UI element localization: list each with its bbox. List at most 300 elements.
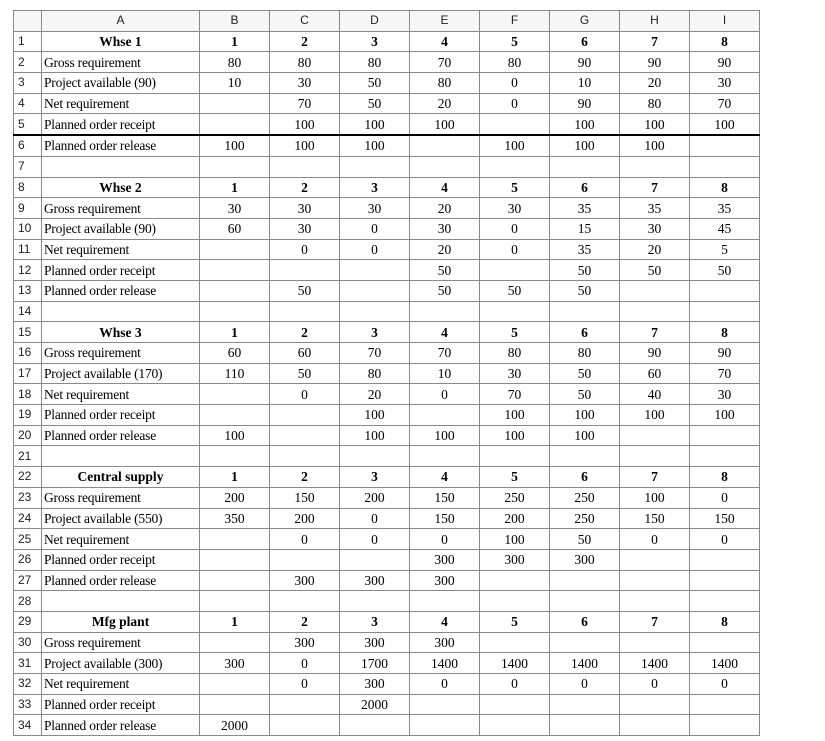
- cell-e23[interactable]: 150: [410, 487, 480, 508]
- cell-h30[interactable]: [620, 632, 690, 653]
- cell-a12[interactable]: Planned order receipt: [42, 260, 200, 281]
- cell-h3[interactable]: 20: [620, 73, 690, 94]
- row-header[interactable]: 11: [14, 239, 42, 260]
- cell-d23[interactable]: 200: [340, 487, 410, 508]
- cell-d33[interactable]: 2000: [340, 694, 410, 715]
- cell-a21[interactable]: [42, 446, 200, 467]
- cell-e2[interactable]: 70: [410, 52, 480, 73]
- cell-d9[interactable]: 30: [340, 198, 410, 219]
- cell-a26[interactable]: Planned order receipt: [42, 549, 200, 570]
- cell-d34[interactable]: [340, 715, 410, 736]
- cell-h33[interactable]: [620, 694, 690, 715]
- cell-h34[interactable]: [620, 715, 690, 736]
- cell-e18[interactable]: 0: [410, 384, 480, 405]
- cell-f20[interactable]: 100: [480, 425, 550, 446]
- cell-i33[interactable]: [690, 694, 760, 715]
- cell-a5[interactable]: Planned order receipt: [42, 114, 200, 135]
- cell-e14[interactable]: [410, 301, 480, 322]
- cell-h1[interactable]: 7: [620, 31, 690, 52]
- cell-g15[interactable]: 6: [550, 322, 620, 343]
- cell-f2[interactable]: 80: [480, 52, 550, 73]
- cell-d4[interactable]: 50: [340, 93, 410, 114]
- cell-h7[interactable]: [620, 156, 690, 177]
- cell-c9[interactable]: 30: [270, 198, 340, 219]
- cell-g19[interactable]: 100: [550, 405, 620, 426]
- cell-b27[interactable]: [200, 570, 270, 591]
- cell-e7[interactable]: [410, 156, 480, 177]
- cell-a7[interactable]: [42, 156, 200, 177]
- cell-d12[interactable]: [340, 260, 410, 281]
- cell-e24[interactable]: 150: [410, 508, 480, 529]
- cell-c17[interactable]: 50: [270, 363, 340, 384]
- cell-a1[interactable]: Whse 1: [42, 31, 200, 52]
- cell-f12[interactable]: [480, 260, 550, 281]
- cell-g21[interactable]: [550, 446, 620, 467]
- cell-h14[interactable]: [620, 301, 690, 322]
- cell-d11[interactable]: 0: [340, 239, 410, 260]
- cell-a11[interactable]: Net requirement: [42, 239, 200, 260]
- cell-i5[interactable]: 100: [690, 114, 760, 135]
- cell-a6[interactable]: Planned order release: [42, 135, 200, 156]
- cell-f13[interactable]: 50: [480, 280, 550, 301]
- cell-g16[interactable]: 80: [550, 343, 620, 364]
- cell-b13[interactable]: [200, 280, 270, 301]
- cell-c21[interactable]: [270, 446, 340, 467]
- cell-b7[interactable]: [200, 156, 270, 177]
- cell-b12[interactable]: [200, 260, 270, 281]
- cell-e3[interactable]: 80: [410, 73, 480, 94]
- cell-a34[interactable]: Planned order release: [42, 715, 200, 736]
- cell-e12[interactable]: 50: [410, 260, 480, 281]
- row-header[interactable]: 4: [14, 93, 42, 114]
- cell-c26[interactable]: [270, 549, 340, 570]
- cell-h12[interactable]: 50: [620, 260, 690, 281]
- cell-b30[interactable]: [200, 632, 270, 653]
- cell-b23[interactable]: 200: [200, 487, 270, 508]
- cell-f6[interactable]: 100: [480, 135, 550, 156]
- cell-e11[interactable]: 20: [410, 239, 480, 260]
- cell-h18[interactable]: 40: [620, 384, 690, 405]
- cell-h19[interactable]: 100: [620, 405, 690, 426]
- cell-b9[interactable]: 30: [200, 198, 270, 219]
- cell-i23[interactable]: 0: [690, 487, 760, 508]
- cell-a31[interactable]: Project available (300): [42, 653, 200, 674]
- cell-b31[interactable]: 300: [200, 653, 270, 674]
- cell-g31[interactable]: 1400: [550, 653, 620, 674]
- cell-h22[interactable]: 7: [620, 467, 690, 488]
- cell-d21[interactable]: [340, 446, 410, 467]
- cell-c8[interactable]: 2: [270, 177, 340, 198]
- row-header[interactable]: 29: [14, 611, 42, 632]
- column-header-g[interactable]: G: [550, 11, 620, 32]
- row-header[interactable]: 9: [14, 198, 42, 219]
- cell-a27[interactable]: Planned order release: [42, 570, 200, 591]
- cell-f31[interactable]: 1400: [480, 653, 550, 674]
- row-header[interactable]: 25: [14, 529, 42, 550]
- column-header-e[interactable]: E: [410, 11, 480, 32]
- cell-f32[interactable]: 0: [480, 674, 550, 695]
- row-header[interactable]: 33: [14, 694, 42, 715]
- cell-g22[interactable]: 6: [550, 467, 620, 488]
- cell-i22[interactable]: 8: [690, 467, 760, 488]
- cell-d5[interactable]: 100: [340, 114, 410, 135]
- cell-b3[interactable]: 10: [200, 73, 270, 94]
- cell-f14[interactable]: [480, 301, 550, 322]
- cell-d14[interactable]: [340, 301, 410, 322]
- select-all-corner[interactable]: [14, 11, 42, 32]
- cell-g23[interactable]: 250: [550, 487, 620, 508]
- cell-e21[interactable]: [410, 446, 480, 467]
- cell-g4[interactable]: 90: [550, 93, 620, 114]
- cell-d10[interactable]: 0: [340, 218, 410, 239]
- cell-h31[interactable]: 1400: [620, 653, 690, 674]
- cell-i8[interactable]: 8: [690, 177, 760, 198]
- cell-g5[interactable]: 100: [550, 114, 620, 135]
- cell-c32[interactable]: 0: [270, 674, 340, 695]
- cell-b2[interactable]: 80: [200, 52, 270, 73]
- cell-c27[interactable]: 300: [270, 570, 340, 591]
- row-header[interactable]: 17: [14, 363, 42, 384]
- cell-h26[interactable]: [620, 549, 690, 570]
- cell-a19[interactable]: Planned order receipt: [42, 405, 200, 426]
- cell-c29[interactable]: 2: [270, 611, 340, 632]
- cell-c18[interactable]: 0: [270, 384, 340, 405]
- cell-e5[interactable]: 100: [410, 114, 480, 135]
- cell-i31[interactable]: 1400: [690, 653, 760, 674]
- cell-i16[interactable]: 90: [690, 343, 760, 364]
- row-header[interactable]: 14: [14, 301, 42, 322]
- cell-d31[interactable]: 1700: [340, 653, 410, 674]
- cell-e10[interactable]: 30: [410, 218, 480, 239]
- cell-b4[interactable]: [200, 93, 270, 114]
- cell-i25[interactable]: 0: [690, 529, 760, 550]
- cell-b34[interactable]: 2000: [200, 715, 270, 736]
- cell-g30[interactable]: [550, 632, 620, 653]
- cell-i12[interactable]: 50: [690, 260, 760, 281]
- cell-h9[interactable]: 35: [620, 198, 690, 219]
- cell-b18[interactable]: [200, 384, 270, 405]
- cell-a23[interactable]: Gross requirement: [42, 487, 200, 508]
- cell-f5[interactable]: [480, 114, 550, 135]
- cell-i28[interactable]: [690, 591, 760, 612]
- cell-a3[interactable]: Project available (90): [42, 73, 200, 94]
- cell-i26[interactable]: [690, 549, 760, 570]
- row-header[interactable]: 27: [14, 570, 42, 591]
- cell-d17[interactable]: 80: [340, 363, 410, 384]
- cell-c16[interactable]: 60: [270, 343, 340, 364]
- cell-g6[interactable]: 100: [550, 135, 620, 156]
- cell-f24[interactable]: 200: [480, 508, 550, 529]
- cell-b1[interactable]: 1: [200, 31, 270, 52]
- cell-f25[interactable]: 100: [480, 529, 550, 550]
- cell-f21[interactable]: [480, 446, 550, 467]
- cell-g12[interactable]: 50: [550, 260, 620, 281]
- cell-e19[interactable]: [410, 405, 480, 426]
- cell-d6[interactable]: 100: [340, 135, 410, 156]
- cell-c20[interactable]: [270, 425, 340, 446]
- row-header[interactable]: 26: [14, 549, 42, 570]
- cell-d13[interactable]: [340, 280, 410, 301]
- row-header[interactable]: 6: [14, 135, 42, 156]
- row-header[interactable]: 19: [14, 405, 42, 426]
- cell-c3[interactable]: 30: [270, 73, 340, 94]
- cell-h5[interactable]: 100: [620, 114, 690, 135]
- row-header[interactable]: 28: [14, 591, 42, 612]
- cell-c10[interactable]: 30: [270, 218, 340, 239]
- cell-e1[interactable]: 4: [410, 31, 480, 52]
- column-header-d[interactable]: D: [340, 11, 410, 32]
- cell-i34[interactable]: [690, 715, 760, 736]
- cell-d24[interactable]: 0: [340, 508, 410, 529]
- cell-e22[interactable]: 4: [410, 467, 480, 488]
- column-header-a[interactable]: A: [42, 11, 200, 32]
- row-header[interactable]: 3: [14, 73, 42, 94]
- cell-h17[interactable]: 60: [620, 363, 690, 384]
- cell-e27[interactable]: 300: [410, 570, 480, 591]
- cell-d26[interactable]: [340, 549, 410, 570]
- cell-d8[interactable]: 3: [340, 177, 410, 198]
- cell-c34[interactable]: [270, 715, 340, 736]
- cell-a16[interactable]: Gross requirement: [42, 343, 200, 364]
- cell-d29[interactable]: 3: [340, 611, 410, 632]
- cell-f23[interactable]: 250: [480, 487, 550, 508]
- cell-b16[interactable]: 60: [200, 343, 270, 364]
- cell-f9[interactable]: 30: [480, 198, 550, 219]
- column-header-f[interactable]: F: [480, 11, 550, 32]
- cell-i2[interactable]: 90: [690, 52, 760, 73]
- row-header[interactable]: 30: [14, 632, 42, 653]
- row-header[interactable]: 32: [14, 674, 42, 695]
- cell-e9[interactable]: 20: [410, 198, 480, 219]
- row-header[interactable]: 5: [14, 114, 42, 135]
- cell-f16[interactable]: 80: [480, 343, 550, 364]
- cell-a18[interactable]: Net requirement: [42, 384, 200, 405]
- cell-e17[interactable]: 10: [410, 363, 480, 384]
- row-header[interactable]: 34: [14, 715, 42, 736]
- cell-g8[interactable]: 6: [550, 177, 620, 198]
- cell-a14[interactable]: [42, 301, 200, 322]
- cell-f30[interactable]: [480, 632, 550, 653]
- cell-c19[interactable]: [270, 405, 340, 426]
- cell-c30[interactable]: 300: [270, 632, 340, 653]
- cell-g25[interactable]: 50: [550, 529, 620, 550]
- cell-a4[interactable]: Net requirement: [42, 93, 200, 114]
- cell-i9[interactable]: 35: [690, 198, 760, 219]
- cell-b21[interactable]: [200, 446, 270, 467]
- cell-a24[interactable]: Project available (550): [42, 508, 200, 529]
- cell-d19[interactable]: 100: [340, 405, 410, 426]
- cell-h20[interactable]: [620, 425, 690, 446]
- cell-i17[interactable]: 70: [690, 363, 760, 384]
- cell-b33[interactable]: [200, 694, 270, 715]
- row-header[interactable]: 16: [14, 343, 42, 364]
- cell-h6[interactable]: 100: [620, 135, 690, 156]
- cell-d3[interactable]: 50: [340, 73, 410, 94]
- row-header[interactable]: 21: [14, 446, 42, 467]
- row-header[interactable]: 2: [14, 52, 42, 73]
- cell-h32[interactable]: 0: [620, 674, 690, 695]
- cell-d15[interactable]: 3: [340, 322, 410, 343]
- cell-f10[interactable]: 0: [480, 218, 550, 239]
- cell-b20[interactable]: 100: [200, 425, 270, 446]
- row-header[interactable]: 31: [14, 653, 42, 674]
- cell-g34[interactable]: [550, 715, 620, 736]
- cell-g3[interactable]: 10: [550, 73, 620, 94]
- cell-f17[interactable]: 30: [480, 363, 550, 384]
- cell-i15[interactable]: 8: [690, 322, 760, 343]
- cell-a28[interactable]: [42, 591, 200, 612]
- cell-h10[interactable]: 30: [620, 218, 690, 239]
- cell-c28[interactable]: [270, 591, 340, 612]
- cell-g18[interactable]: 50: [550, 384, 620, 405]
- cell-g29[interactable]: 6: [550, 611, 620, 632]
- cell-b19[interactable]: [200, 405, 270, 426]
- cell-a2[interactable]: Gross requirement: [42, 52, 200, 73]
- cell-f27[interactable]: [480, 570, 550, 591]
- cell-e8[interactable]: 4: [410, 177, 480, 198]
- cell-i14[interactable]: [690, 301, 760, 322]
- cell-i6[interactable]: [690, 135, 760, 156]
- row-header[interactable]: 18: [14, 384, 42, 405]
- cell-d32[interactable]: 300: [340, 674, 410, 695]
- cell-i1[interactable]: 8: [690, 31, 760, 52]
- cell-i4[interactable]: 70: [690, 93, 760, 114]
- column-header-i[interactable]: I: [690, 11, 760, 32]
- cell-e33[interactable]: [410, 694, 480, 715]
- cell-i20[interactable]: [690, 425, 760, 446]
- cell-d20[interactable]: 100: [340, 425, 410, 446]
- cell-d25[interactable]: 0: [340, 529, 410, 550]
- cell-b26[interactable]: [200, 549, 270, 570]
- cell-c23[interactable]: 150: [270, 487, 340, 508]
- cell-a20[interactable]: Planned order release: [42, 425, 200, 446]
- cell-f1[interactable]: 5: [480, 31, 550, 52]
- cell-g11[interactable]: 35: [550, 239, 620, 260]
- cell-h21[interactable]: [620, 446, 690, 467]
- cell-g26[interactable]: 300: [550, 549, 620, 570]
- cell-h8[interactable]: 7: [620, 177, 690, 198]
- cell-h25[interactable]: 0: [620, 529, 690, 550]
- row-header[interactable]: 23: [14, 487, 42, 508]
- row-header[interactable]: 10: [14, 218, 42, 239]
- cell-d7[interactable]: [340, 156, 410, 177]
- row-header[interactable]: 13: [14, 280, 42, 301]
- cell-a30[interactable]: Gross requirement: [42, 632, 200, 653]
- cell-a22[interactable]: Central supply: [42, 467, 200, 488]
- cell-d18[interactable]: 20: [340, 384, 410, 405]
- cell-b8[interactable]: 1: [200, 177, 270, 198]
- cell-f18[interactable]: 70: [480, 384, 550, 405]
- cell-c4[interactable]: 70: [270, 93, 340, 114]
- cell-h24[interactable]: 150: [620, 508, 690, 529]
- cell-c33[interactable]: [270, 694, 340, 715]
- cell-g9[interactable]: 35: [550, 198, 620, 219]
- cell-a8[interactable]: Whse 2: [42, 177, 200, 198]
- cell-f3[interactable]: 0: [480, 73, 550, 94]
- cell-h11[interactable]: 20: [620, 239, 690, 260]
- cell-d28[interactable]: [340, 591, 410, 612]
- row-header[interactable]: 8: [14, 177, 42, 198]
- cell-b32[interactable]: [200, 674, 270, 695]
- cell-b6[interactable]: 100: [200, 135, 270, 156]
- cell-g1[interactable]: 6: [550, 31, 620, 52]
- cell-b25[interactable]: [200, 529, 270, 550]
- cell-c2[interactable]: 80: [270, 52, 340, 73]
- cell-i27[interactable]: [690, 570, 760, 591]
- cell-b10[interactable]: 60: [200, 218, 270, 239]
- cell-d16[interactable]: 70: [340, 343, 410, 364]
- cell-h4[interactable]: 80: [620, 93, 690, 114]
- cell-e4[interactable]: 20: [410, 93, 480, 114]
- cell-a33[interactable]: Planned order receipt: [42, 694, 200, 715]
- cell-c7[interactable]: [270, 156, 340, 177]
- cell-e25[interactable]: 0: [410, 529, 480, 550]
- cell-c25[interactable]: 0: [270, 529, 340, 550]
- cell-a13[interactable]: Planned order release: [42, 280, 200, 301]
- cell-f7[interactable]: [480, 156, 550, 177]
- cell-d30[interactable]: 300: [340, 632, 410, 653]
- cell-g14[interactable]: [550, 301, 620, 322]
- cell-i21[interactable]: [690, 446, 760, 467]
- cell-e26[interactable]: 300: [410, 549, 480, 570]
- cell-g20[interactable]: 100: [550, 425, 620, 446]
- cell-c15[interactable]: 2: [270, 322, 340, 343]
- cell-i29[interactable]: 8: [690, 611, 760, 632]
- cell-i11[interactable]: 5: [690, 239, 760, 260]
- cell-h23[interactable]: 100: [620, 487, 690, 508]
- cell-g2[interactable]: 90: [550, 52, 620, 73]
- cell-i13[interactable]: [690, 280, 760, 301]
- cell-f34[interactable]: [480, 715, 550, 736]
- cell-g28[interactable]: [550, 591, 620, 612]
- cell-h13[interactable]: [620, 280, 690, 301]
- cell-e31[interactable]: 1400: [410, 653, 480, 674]
- cell-a17[interactable]: Project available (170): [42, 363, 200, 384]
- row-header[interactable]: 20: [14, 425, 42, 446]
- cell-h2[interactable]: 90: [620, 52, 690, 73]
- cell-f8[interactable]: 5: [480, 177, 550, 198]
- cell-e20[interactable]: 100: [410, 425, 480, 446]
- cell-b28[interactable]: [200, 591, 270, 612]
- cell-b15[interactable]: 1: [200, 322, 270, 343]
- cell-g24[interactable]: 250: [550, 508, 620, 529]
- cell-c22[interactable]: 2: [270, 467, 340, 488]
- cell-c24[interactable]: 200: [270, 508, 340, 529]
- cell-e32[interactable]: 0: [410, 674, 480, 695]
- cell-h28[interactable]: [620, 591, 690, 612]
- cell-g10[interactable]: 15: [550, 218, 620, 239]
- cell-b22[interactable]: 1: [200, 467, 270, 488]
- cell-f19[interactable]: 100: [480, 405, 550, 426]
- cell-g13[interactable]: 50: [550, 280, 620, 301]
- cell-f29[interactable]: 5: [480, 611, 550, 632]
- cell-a10[interactable]: Project available (90): [42, 218, 200, 239]
- cell-c31[interactable]: 0: [270, 653, 340, 674]
- cell-g32[interactable]: 0: [550, 674, 620, 695]
- cell-f4[interactable]: 0: [480, 93, 550, 114]
- cell-h16[interactable]: 90: [620, 343, 690, 364]
- cell-e28[interactable]: [410, 591, 480, 612]
- cell-h27[interactable]: [620, 570, 690, 591]
- row-header[interactable]: 24: [14, 508, 42, 529]
- cell-d22[interactable]: 3: [340, 467, 410, 488]
- cell-c13[interactable]: 50: [270, 280, 340, 301]
- cell-i3[interactable]: 30: [690, 73, 760, 94]
- cell-i7[interactable]: [690, 156, 760, 177]
- cell-c14[interactable]: [270, 301, 340, 322]
- cell-f15[interactable]: 5: [480, 322, 550, 343]
- cell-g7[interactable]: [550, 156, 620, 177]
